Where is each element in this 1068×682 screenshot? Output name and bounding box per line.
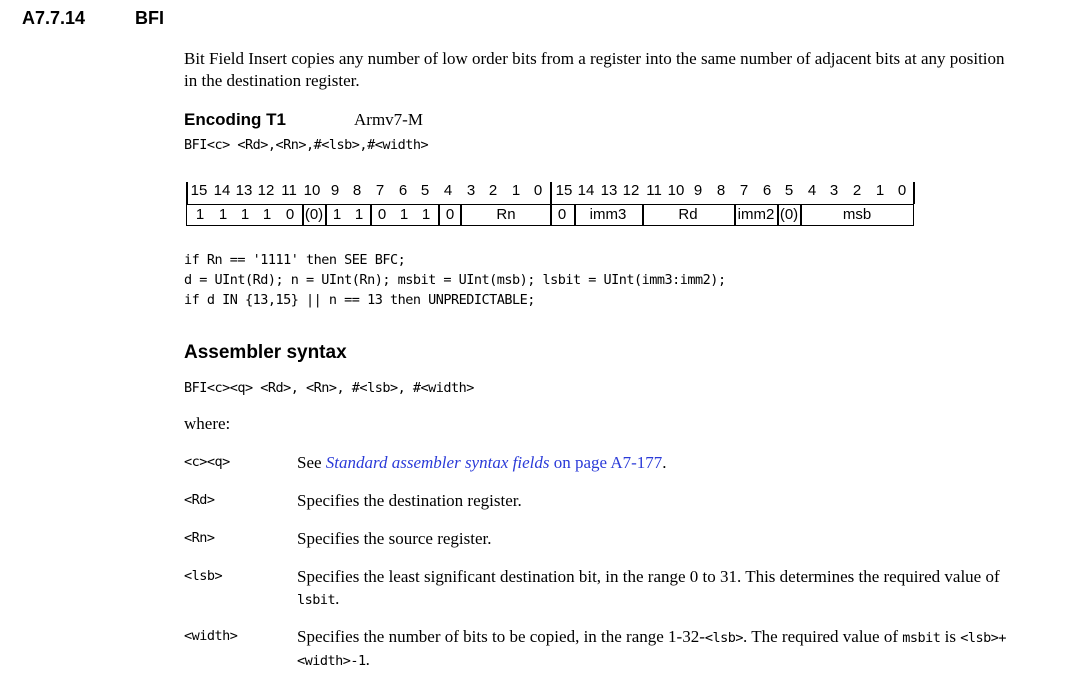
pseudocode-line: d = UInt(Rd); n = UInt(Rn); msbit = UInt(msb); lsbit = UInt(imm3:imm2); bbox=[184, 272, 726, 288]
period: . bbox=[662, 453, 667, 472]
operand-description: Specifies the destination register. bbox=[297, 491, 522, 510]
inline-code: lsbit bbox=[297, 592, 336, 608]
bit-number: 14 bbox=[213, 182, 231, 199]
encoding-field: 1 bbox=[262, 206, 272, 223]
section-title: BFI bbox=[135, 8, 164, 28]
standard-syntax-link[interactable]: Standard assembler syntax fields bbox=[325, 453, 550, 472]
encoding-field: 1 bbox=[218, 206, 228, 223]
bit-number: 4 bbox=[443, 182, 453, 199]
bit-number: 11 bbox=[281, 182, 297, 199]
encoding-field: Rd bbox=[678, 206, 698, 223]
bit-number: 5 bbox=[420, 182, 430, 199]
encoding-title: Encoding T1 bbox=[184, 110, 286, 129]
intro-paragraph: Bit Field Insert copies any number of low order bits from a register into the same number of adjacent bits at any position in the destination register. bbox=[184, 49, 1005, 90]
bit-number: 15 bbox=[190, 182, 208, 199]
encoding-field: 0 bbox=[445, 206, 455, 223]
bit-number: 1 bbox=[875, 182, 885, 199]
where-label: where: bbox=[184, 414, 231, 433]
bit-number: 2 bbox=[852, 182, 862, 199]
encoding-field: 1 bbox=[354, 206, 364, 223]
desc-text: . bbox=[335, 589, 340, 608]
bit-number-row bbox=[186, 182, 914, 204]
bit-number: 3 bbox=[466, 182, 476, 199]
bit-number: 5 bbox=[784, 182, 794, 199]
bit-number: 11 bbox=[646, 182, 662, 199]
assembler-syntax-heading: Assembler syntax bbox=[184, 342, 347, 363]
bit-number: 2 bbox=[488, 182, 498, 199]
operand-description: Specifies the source register. bbox=[297, 529, 492, 548]
encoding-field: 1 bbox=[240, 206, 250, 223]
operand-description bbox=[297, 566, 1007, 611]
operand-term: <lsb> bbox=[184, 568, 223, 584]
bit-number: 4 bbox=[807, 182, 817, 199]
bit-number: 1 bbox=[511, 182, 521, 199]
operand-term: <Rd> bbox=[184, 492, 215, 508]
bit-number: 0 bbox=[897, 182, 907, 199]
bit-number: 15 bbox=[555, 182, 573, 199]
page-reference-link[interactable]: on page A7-177 bbox=[549, 453, 663, 472]
inline-code: <lsb>+<width>-1 bbox=[297, 630, 1007, 669]
bit-number: 13 bbox=[600, 182, 618, 199]
encoding-field: 0 bbox=[285, 206, 295, 223]
section-number: A7.7.14 bbox=[22, 8, 86, 28]
inline-code: <lsb> bbox=[704, 630, 744, 646]
operand-term: <Rn> bbox=[184, 530, 215, 546]
operand-description bbox=[297, 626, 1007, 672]
desc-text: Specifies the number of bits to be copied, in the range 1-32- bbox=[297, 627, 705, 646]
encoding-field: Rn bbox=[496, 206, 516, 223]
bit-number: 14 bbox=[577, 182, 595, 199]
bit-number: 9 bbox=[330, 182, 340, 199]
bit-number: 10 bbox=[303, 182, 321, 199]
encoding-field: imm2 bbox=[737, 206, 775, 223]
encoding-field: 0 bbox=[557, 206, 567, 223]
desc-text: . The required value of bbox=[743, 627, 903, 646]
encoding-field: 1 bbox=[421, 206, 431, 223]
desc-text: Specifies the least significant destination bit, in the range 0 to 31. This determines the required value of bbox=[297, 567, 1000, 586]
operand-description bbox=[297, 452, 1007, 474]
desc-text: . bbox=[365, 650, 370, 669]
encoding-field: 1 bbox=[332, 206, 342, 223]
encoding-field: (0) bbox=[779, 206, 799, 223]
encoding-field: (0) bbox=[304, 206, 324, 223]
bit-number: 10 bbox=[667, 182, 685, 199]
bit-number: 13 bbox=[235, 182, 253, 199]
bit-number: 8 bbox=[352, 182, 362, 199]
pseudocode-line: if d IN {13,15} || n == 13 then UNPREDICTABLE; bbox=[184, 292, 535, 308]
bit-number: 0 bbox=[533, 182, 543, 199]
operand-term: <c><q> bbox=[184, 454, 230, 470]
bit-number: 6 bbox=[762, 182, 772, 199]
see-text: See bbox=[297, 453, 326, 472]
inline-code: msbit bbox=[902, 630, 941, 646]
encoding-field-row bbox=[186, 204, 914, 226]
encoding-architecture: Armv7-M bbox=[354, 110, 423, 129]
encoding-field: 0 bbox=[377, 206, 387, 223]
bit-number: 7 bbox=[375, 182, 385, 199]
desc-text: is bbox=[940, 627, 961, 646]
bit-number: 8 bbox=[716, 182, 726, 199]
pseudocode-line: if Rn == '1111' then SEE BFC; bbox=[184, 252, 406, 268]
encoding-field: msb bbox=[842, 206, 872, 223]
operand-term: <width> bbox=[184, 628, 238, 644]
bit-number: 3 bbox=[829, 182, 839, 199]
encoding-syntax: BFI<c> <Rd>,<Rn>,#<lsb>,#<width> bbox=[184, 137, 429, 153]
encoding-field: 1 bbox=[195, 206, 205, 223]
assembler-syntax: BFI<c><q> <Rd>, <Rn>, #<lsb>, #<width> bbox=[184, 380, 474, 396]
encoding-field: 1 bbox=[399, 206, 409, 223]
encoding-field: imm3 bbox=[589, 206, 627, 223]
bit-number: 12 bbox=[622, 182, 640, 199]
bit-number: 9 bbox=[693, 182, 703, 199]
bit-number: 6 bbox=[398, 182, 408, 199]
bit-number: 12 bbox=[257, 182, 275, 199]
bit-number: 7 bbox=[739, 182, 749, 199]
